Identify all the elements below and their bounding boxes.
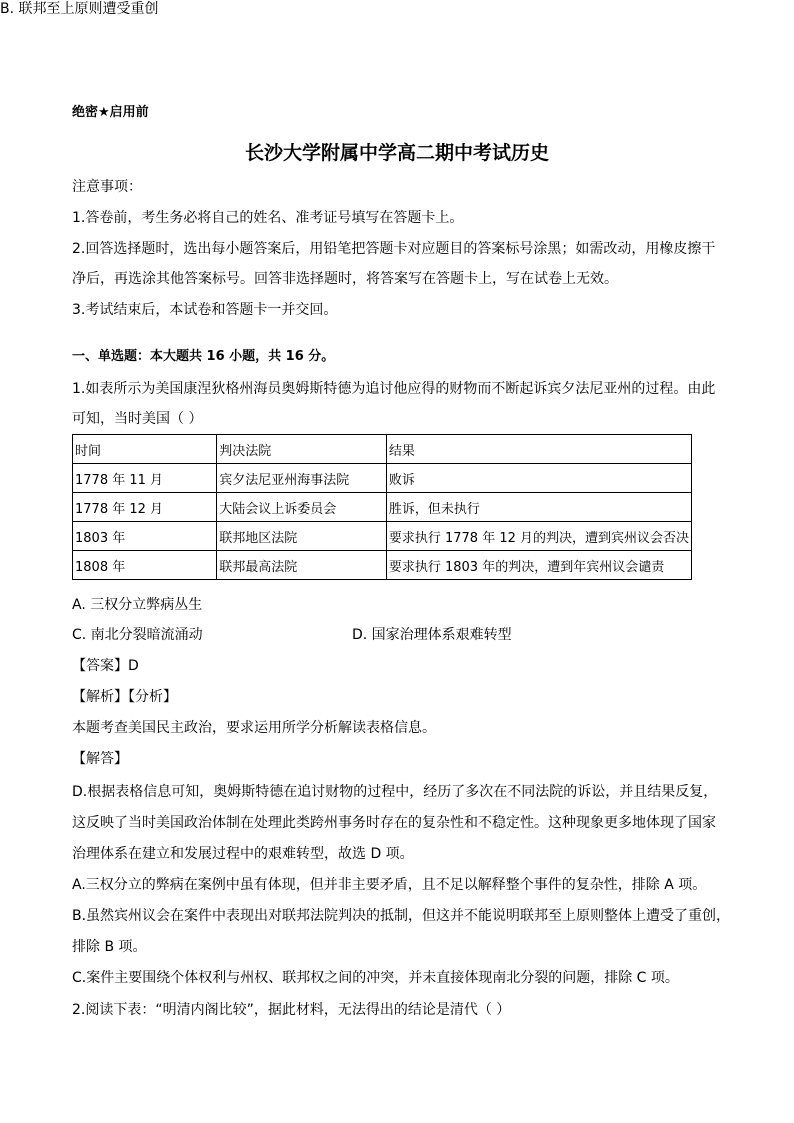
solution-heading: 【解答】 [72, 751, 128, 767]
option-b: B. 联邦至上原则遭受重创 [0, 1, 159, 17]
analysis-heading: 【解析】【分析】 [72, 689, 177, 705]
table-cell: 要求执行 1803 年的判决，遭到年宾州议会谴责 [386, 551, 691, 580]
table-cell: 联邦最高法院 [217, 551, 387, 580]
table-cell: 1808 年 [73, 551, 217, 580]
solution-line: D.根据表格信息可知，奥姆斯特德在追讨财物的过程中，经历了多次在不同法院的诉讼，并且结果反复， [72, 784, 718, 800]
table-cell: 联邦地区法院 [217, 522, 387, 551]
table-cell: 胜诉，但未执行 [386, 493, 691, 522]
question-table [72, 434, 692, 580]
notice-heading: 注意事项： [72, 179, 142, 195]
table-cell: 1803 年 [73, 522, 217, 551]
question-stem: 可知，当时美国（ ） [72, 411, 203, 427]
answer-label: 【答案】D [72, 658, 139, 674]
solution-line: 治理体系在建立和发展过程中的艰难转型，故选 D 项。 [72, 846, 414, 862]
table-cell: 宾夕法尼亚州海事法院 [217, 464, 387, 493]
solution-line: 排除 B 项。 [72, 939, 147, 955]
question-stem: 1.如表所示为美国康涅狄格州海员奥姆斯特德为追讨他应得的财物而不断起诉宾夕法尼亚州的过程。由此 [72, 381, 716, 397]
table-cell: 要求执行 1778 年 12 月的判决，遭到宾州议会否决 [386, 522, 691, 551]
notice-item: 3.考试结束后，本试卷和答题卡一并交回。 [72, 302, 338, 318]
table-cell: 1778 年 12 月 [73, 493, 217, 522]
table-cell: 1778 年 11 月 [73, 464, 217, 493]
table-header-cell: 时间 [73, 435, 217, 464]
solution-line: C.案件主要围绕个体权利与州权、联邦权之间的冲突，并未直接体现南北分裂的问题，排除 C 项。 [72, 970, 679, 986]
table-cell: 大陆会议上诉委员会 [217, 493, 387, 522]
solution-line: A.三权分立的弊病在案例中虽有体现，但并非主要矛盾，且不足以解释整个事件的复杂性，排除 A 项。 [72, 877, 707, 893]
option-a: A. 三权分立弊病丛生 [72, 597, 203, 613]
option-c: C. 南北分裂暗流涌动 [72, 627, 203, 643]
question-stem: 2.阅读下表：“明清内阁比较”，据此材料，无法得出的结论是清代（ ） [72, 1002, 511, 1018]
table-header-cell: 结果 [386, 435, 691, 464]
page-title: 长沙大学附属中学高二期中考试历史 [244, 142, 549, 164]
table-row [73, 522, 692, 551]
table-row [73, 493, 692, 522]
solution-line: 这反映了当时美国政治体制在处理此类跨州事务时存在的复杂性和不稳定性。这种现象更多地体现了国家 [72, 815, 716, 831]
table-row [73, 464, 692, 493]
analysis-text: 本题考查美国民主政治，要求运用所学分析解读表格信息。 [72, 720, 436, 736]
notice-item: 1.答卷前，考生务必将自己的姓名、准考证号填写在答题卡上。 [72, 210, 464, 226]
notice-item: 2.回答选择题时，选出每小题答案后，用铅笔把答题卡对应题目的答案标号涂黑；如需改动，用橡皮擦干 [72, 241, 716, 257]
table-row [73, 551, 692, 580]
solution-line: B.虽然宾州议会在案件中表现出对联邦法院判决的抵制，但这并不能说明联邦至上原则整体上遭受了重创， [72, 908, 731, 924]
secret-mark: 绝密★启用前 [72, 105, 149, 120]
table-header-row [73, 435, 692, 464]
table-header-cell: 判决法院 [217, 435, 387, 464]
table-cell: 败诉 [386, 464, 691, 493]
section-heading: 一、单选题：本大题共 16 小题，共 16 分。 [72, 349, 335, 364]
notice-item: 净后，再选涂其他答案标号。回答非选择题时，将答案写在答题卡上，写在试卷上无效。 [72, 271, 618, 287]
option-d: D. 国家治理体系艰难转型 [352, 627, 512, 643]
